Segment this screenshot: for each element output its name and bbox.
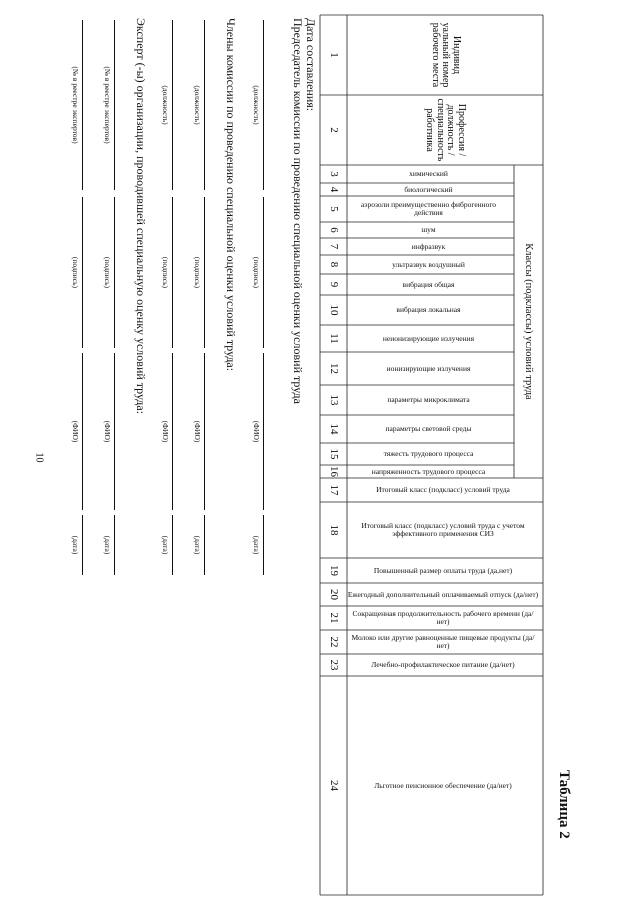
header-factor-10: вибрация локальная [396,305,461,315]
expert-signature-hint: (№ в реестре экспертов) [71,66,80,144]
column-number: 20 [328,589,341,600]
member-signature-line [172,197,173,348]
header-col-20: Ежегодный дополнительный оплачиваемый отпуск (да/нет) [347,589,539,599]
member-signature-line [172,353,173,510]
column-number: 21 [328,612,341,624]
chair-signature-hint: (подпись) [252,256,261,289]
member-signature-line [204,515,205,575]
column-number: 12 [328,363,341,374]
column-number: 10 [328,304,341,316]
expert-signature-line [114,353,115,510]
header-factor-14: параметры световой среды [385,424,472,434]
column-number: 13 [328,394,341,406]
table-title: Таблица 2 [556,770,572,839]
header-col-24: Льготное пенсионное обеспечение (да/нет) [374,780,512,790]
header-factor-15: тяжесть трудового процесса [383,449,474,459]
expert-signature-hint: (ФИО) [71,420,80,443]
header-profession: Профессия / должность / специальность работника [424,98,467,162]
column-number: 14 [328,423,341,435]
expert-signature-line [114,197,115,348]
header-factor-12: ионизирующие излучения [386,363,471,373]
expert-signature-hint: (ФИО) [103,420,112,443]
chair-signature-line [263,20,264,190]
header-factor-9: вибрация общая [402,279,455,289]
header-factor-6: шум [421,225,436,235]
expert-signature-line [82,353,83,510]
chair-signature-line [263,353,264,510]
member-signature-hint: (дата) [193,535,202,555]
column-number: 8 [328,261,341,268]
column-number: 18 [328,524,341,536]
column-number: 1 [328,52,341,58]
column-number: 24 [328,780,341,791]
header-classes-group: Классы (подклассы) условий труда [523,243,535,400]
header-col-23: Лечебно-профилактическое питание (да/нет) [371,660,515,670]
header-factor-16: напряженность трудового процесса [371,466,486,476]
expert-signature-hint: (подпись) [71,256,80,289]
column-number: 9 [328,281,341,288]
expert-signature-hint: (дата) [71,535,80,555]
member-signature-hint: (подпись) [193,256,202,289]
expert-signature-line [82,20,83,190]
header-col-19: Повышенный размер оплаты труда (да,нет) [373,565,513,575]
header-factor-11: неионизирующие излучения [382,333,475,343]
header-factor-8: ультразвук воздушный [392,259,465,269]
expert-signature-hint: (подпись) [103,256,112,289]
expert-signature-hint: (дата) [103,535,112,555]
member-signature-hint: (дата) [161,535,170,555]
header-final-class-siz: Итоговый класс (подкласс) условий труда с учетом эффективного применения СИЗ [361,521,525,538]
column-number: 16 [328,466,341,477]
header-col-22: Молоко или другие равноценные пищевые продукты (да/нет) [351,633,535,650]
column-number: 7 [328,243,341,250]
header-factor-4: биологический [404,184,453,194]
member-signature-hint: (ФИО) [161,420,170,443]
column-number: 22 [328,636,341,648]
expert-signature-hint: (№ в реестре экспертов) [103,66,112,144]
member-signature-hint: (подпись) [161,256,170,289]
column-number: 17 [328,484,341,496]
column-number: 23 [328,659,341,671]
column-number: 3 [328,171,341,177]
column-number: 11 [328,333,341,344]
chair-label: Председатель комиссии по проведению специальной оценки условий труда [291,18,305,404]
column-number: 15 [328,448,341,460]
header-col-21: Сокращенная продолжительность рабочего времени (да/нет) [352,609,534,626]
experts-label: Эксперт (-ы) организации, проводившей специальную оценку условий труда: [134,18,148,415]
member-signature-line [204,353,205,510]
chair-signature-hint: (ФИО) [252,420,261,443]
chair-signature-line [263,197,264,348]
header-factor-13: параметры микроклимата [387,395,470,405]
member-signature-hint: (ФИО) [193,420,202,443]
member-signature-line [204,197,205,348]
header-factor-7: инфразвук [411,241,446,251]
member-signature-line [172,20,173,190]
expert-signature-line [114,20,115,190]
column-number: 2 [328,127,341,133]
column-number: 5 [328,206,341,212]
column-number: 19 [328,565,341,576]
member-signature-line [204,20,205,190]
member-signature-hint: (должность) [193,85,202,125]
chair-signature-line [263,515,264,575]
header-individual-number: Индивид уальный номер рабочего места [429,22,462,88]
member-signature-hint: (должность) [161,85,170,125]
chair-signature-hint: (должность) [252,85,261,125]
date-label: Дата составления: [304,18,318,112]
column-number: 6 [328,227,341,233]
column-number: 4 [328,186,341,193]
chair-signature-hint: (дата) [252,535,261,555]
expert-signature-line [82,515,83,575]
members-label: Члены комиссии по проведению специальной оценки условий труда: [224,18,238,372]
expert-signature-line [114,515,115,575]
expert-signature-line [82,197,83,348]
member-signature-line [172,515,173,575]
header-factor-3: химический [409,169,448,179]
header-final-class: Итоговый класс (подкласс) условий труда [376,485,510,495]
page-number: 10 [33,452,45,463]
header-factor-5: аэрозоли преимущественно фиброгенного действия [360,200,497,217]
